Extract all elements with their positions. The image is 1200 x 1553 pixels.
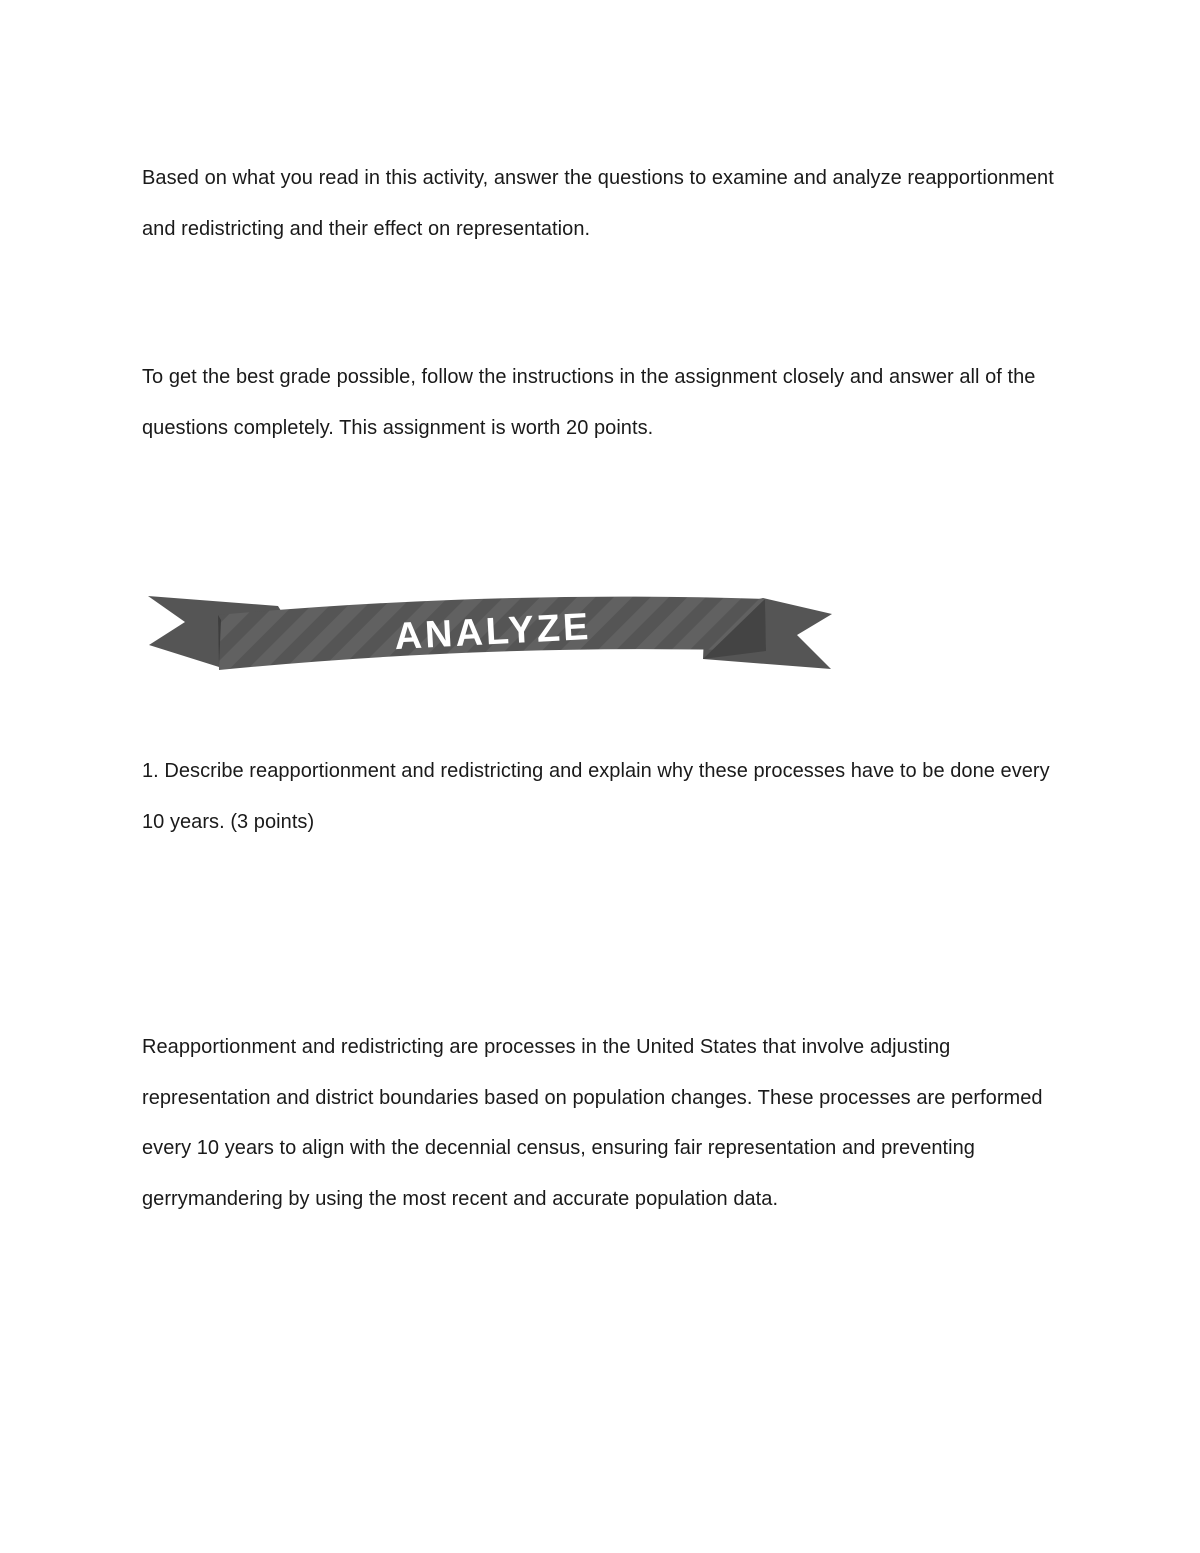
answer-1: Reapportionment and redistricting are processes in the United States that involve adjusting representation and district boundaries based on population changes. These processes are performed every 10 years to align with the decennial census, ensuring fair representation and preventing gerrymandering by using the most recent and accurate population data.: [142, 1036, 1043, 1210]
question-1: 1. Describe reapportionment and redistricting and explain why these processes have to be done every 10 years. (3 points): [142, 760, 1050, 833]
instructions-paragraph: To get the best grade possible, follow the instructions in the assignment closely and answer all of the questions completely. This assignment is worth 20 points.: [142, 366, 1036, 439]
banner-label: ANALYZE: [393, 605, 593, 659]
intro-paragraph: Based on what you read in this activity, answer the questions to examine and analyze reapportionment and redistricting and their effect on representation.: [142, 167, 1054, 240]
analyze-ribbon-banner: [145, 588, 835, 674]
